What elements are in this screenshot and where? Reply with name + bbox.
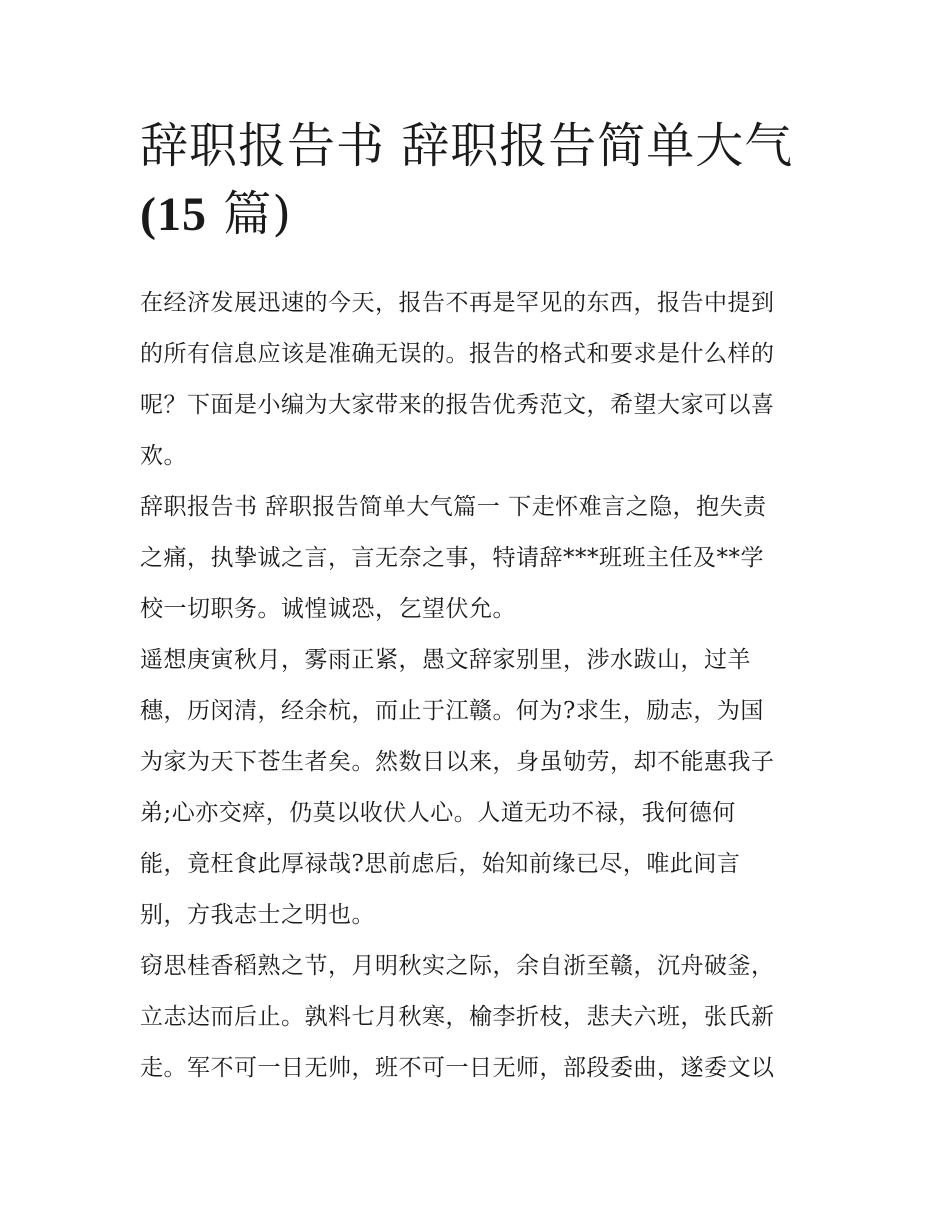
- text-line: 为家为天下苍生者矣。然数日以来，身虽劬劳，却不能惠我子: [140, 749, 775, 775]
- text-line: 弟;心亦交瘁，仍莫以收伏人心。人道无功不禄，我何德何: [140, 800, 736, 826]
- title-line-2: [140, 180, 812, 249]
- title-line-1: 辞职报告书 辞职报告简单大气: [140, 118, 794, 174]
- text-line: 遥想庚寅秋月，雾雨正紧，愚文辞家别里，涉水跋山，过羊: [140, 647, 751, 673]
- paragraph-intro: [140, 278, 812, 482]
- paragraph-1: [140, 482, 812, 635]
- text-line: 能，竟枉食此厚禄哉?思前虑后，始知前缘已尽，唯此间言: [140, 851, 741, 877]
- text-line: 窃思桂香稻熟之节，月明秋实之际，余自浙至赣，沉舟破釜，: [140, 953, 775, 979]
- paragraph-2: [140, 635, 812, 941]
- document-title: [140, 112, 812, 249]
- title-count-suffix: 篇): [206, 186, 292, 242]
- text-line: 辞职报告书 辞职报告简单大气篇一 下走怀难言之隐，抱失责: [140, 494, 767, 520]
- text-line: 欢。: [140, 443, 187, 469]
- document-page: [140, 112, 812, 1094]
- document-body: [140, 278, 812, 1094]
- text-line: 别，方我志士之明也。: [140, 902, 375, 928]
- text-line: 呢？下面是小编为大家带来的报告优秀范文，希望大家可以喜: [140, 392, 775, 418]
- text-line: 走。军不可一日无帅，班不可一日无师，部段委曲，遂委文以: [140, 1055, 775, 1081]
- text-line: 穗，历闵清，经余杭，而止于江赣。何为?求生，励志，为国: [140, 698, 764, 724]
- text-line: 的所有信息应该是准确无误的。报告的格式和要求是什么样的: [140, 341, 775, 367]
- text-line: 在经济发展迅速的今天，报告不再是罕见的东西，报告中提到: [140, 290, 775, 316]
- paragraph-3: [140, 941, 812, 1094]
- text-line: 立志达而后止。孰料七月秋寒，榆李折枝，悲夫六班，张氏新: [140, 1004, 775, 1030]
- text-line: 校一切职务。诚惶诚恐，乞望伏允。: [140, 596, 516, 622]
- title-count: (15: [140, 188, 207, 241]
- text-line: 之痛，执挚诚之言，言无奈之事，特请辞***班班主任及**学: [140, 545, 764, 571]
